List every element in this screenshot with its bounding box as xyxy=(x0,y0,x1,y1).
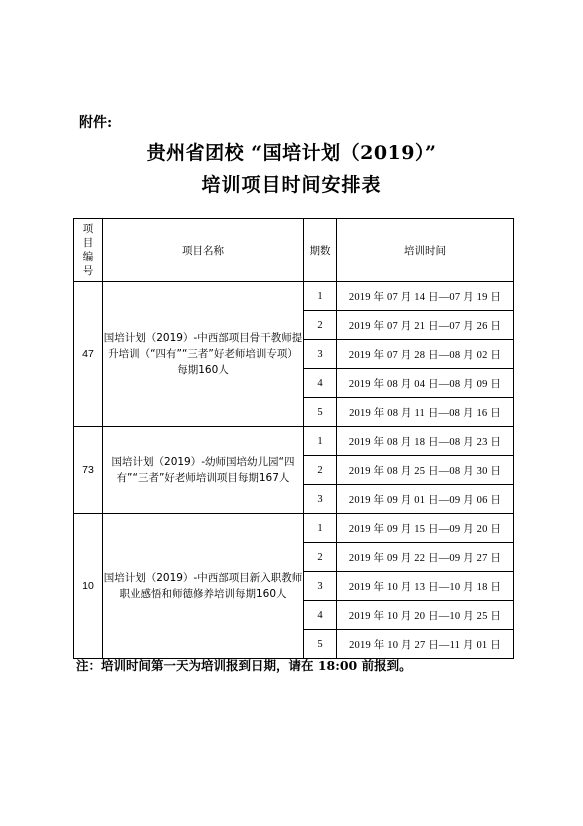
term-cell: 3 xyxy=(304,485,337,514)
footnote: 注：培训时间第一天为培训报到日期，请在 18:00 前报到。 xyxy=(76,658,412,673)
training-time-cell: 2019 年 09 月 22 日—09 月 27 日 xyxy=(337,543,514,572)
training-time-cell: 2019 年 07 月 28 日—08 月 02 日 xyxy=(337,340,514,369)
table-header-row xyxy=(74,219,514,282)
term-cell: 1 xyxy=(304,514,337,543)
project-code-cell: 10 xyxy=(74,514,103,659)
table-row xyxy=(74,282,514,311)
document-title: 贵州省团校 “国培计划（2019）” xyxy=(146,142,437,164)
header-project-code: 项 目 编 号 xyxy=(74,219,103,282)
training-time-cell: 2019 年 10 月 20 日—10 月 25 日 xyxy=(337,601,514,630)
training-time-cell: 2019 年 10 月 13 日—10 月 18 日 xyxy=(337,572,514,601)
schedule-body xyxy=(74,282,514,659)
header-project-name: 项目名称 xyxy=(103,219,304,282)
schedule-table xyxy=(73,218,514,659)
term-cell: 4 xyxy=(304,601,337,630)
training-time-cell: 2019 年 07 月 14 日—07 月 19 日 xyxy=(337,282,514,311)
term-cell: 3 xyxy=(304,340,337,369)
term-cell: 4 xyxy=(304,369,337,398)
training-time-cell: 2019 年 09 月 01 日—09 月 06 日 xyxy=(337,485,514,514)
project-code-cell: 73 xyxy=(74,427,103,514)
project-name-cell: 国培计划（2019）-中西部项目骨干教师提升培训（“四有”“三者”好老师培训专项）每期160人 xyxy=(103,282,304,427)
header-training-time: 培训时间 xyxy=(337,219,514,282)
term-cell: 2 xyxy=(304,543,337,572)
term-cell: 1 xyxy=(304,427,337,456)
header-term: 期数 xyxy=(304,219,337,282)
project-name-cell: 国培计划（2019）-中西部项目新入职教师职业感悟和师德修养培训每期160人 xyxy=(103,514,304,659)
term-cell: 5 xyxy=(304,630,337,659)
project-code-cell: 47 xyxy=(74,282,103,427)
training-time-cell: 2019 年 07 月 21 日—07 月 26 日 xyxy=(337,311,514,340)
training-time-cell: 2019 年 10 月 27 日—11 月 01 日 xyxy=(337,630,514,659)
term-cell: 3 xyxy=(304,572,337,601)
term-cell: 2 xyxy=(304,456,337,485)
training-time-cell: 2019 年 08 月 04 日—08 月 09 日 xyxy=(337,369,514,398)
document-subtitle: 培训项目时间安排表 xyxy=(201,174,382,196)
training-time-cell: 2019 年 08 月 25 日—08 月 30 日 xyxy=(337,456,514,485)
term-cell: 2 xyxy=(304,311,337,340)
term-cell: 5 xyxy=(304,398,337,427)
training-time-cell: 2019 年 08 月 11 日—08 月 16 日 xyxy=(337,398,514,427)
term-cell: 1 xyxy=(304,282,337,311)
training-time-cell: 2019 年 09 月 15 日—09 月 20 日 xyxy=(337,514,514,543)
training-time-cell: 2019 年 08 月 18 日—08 月 23 日 xyxy=(337,427,514,456)
attachment-label: 附件: xyxy=(79,115,113,131)
table-row xyxy=(74,427,514,456)
table-row xyxy=(74,514,514,543)
project-name-cell: 国培计划（2019）-幼师国培幼儿园“四有”“三者”好老师培训项目每期167人 xyxy=(103,427,304,514)
